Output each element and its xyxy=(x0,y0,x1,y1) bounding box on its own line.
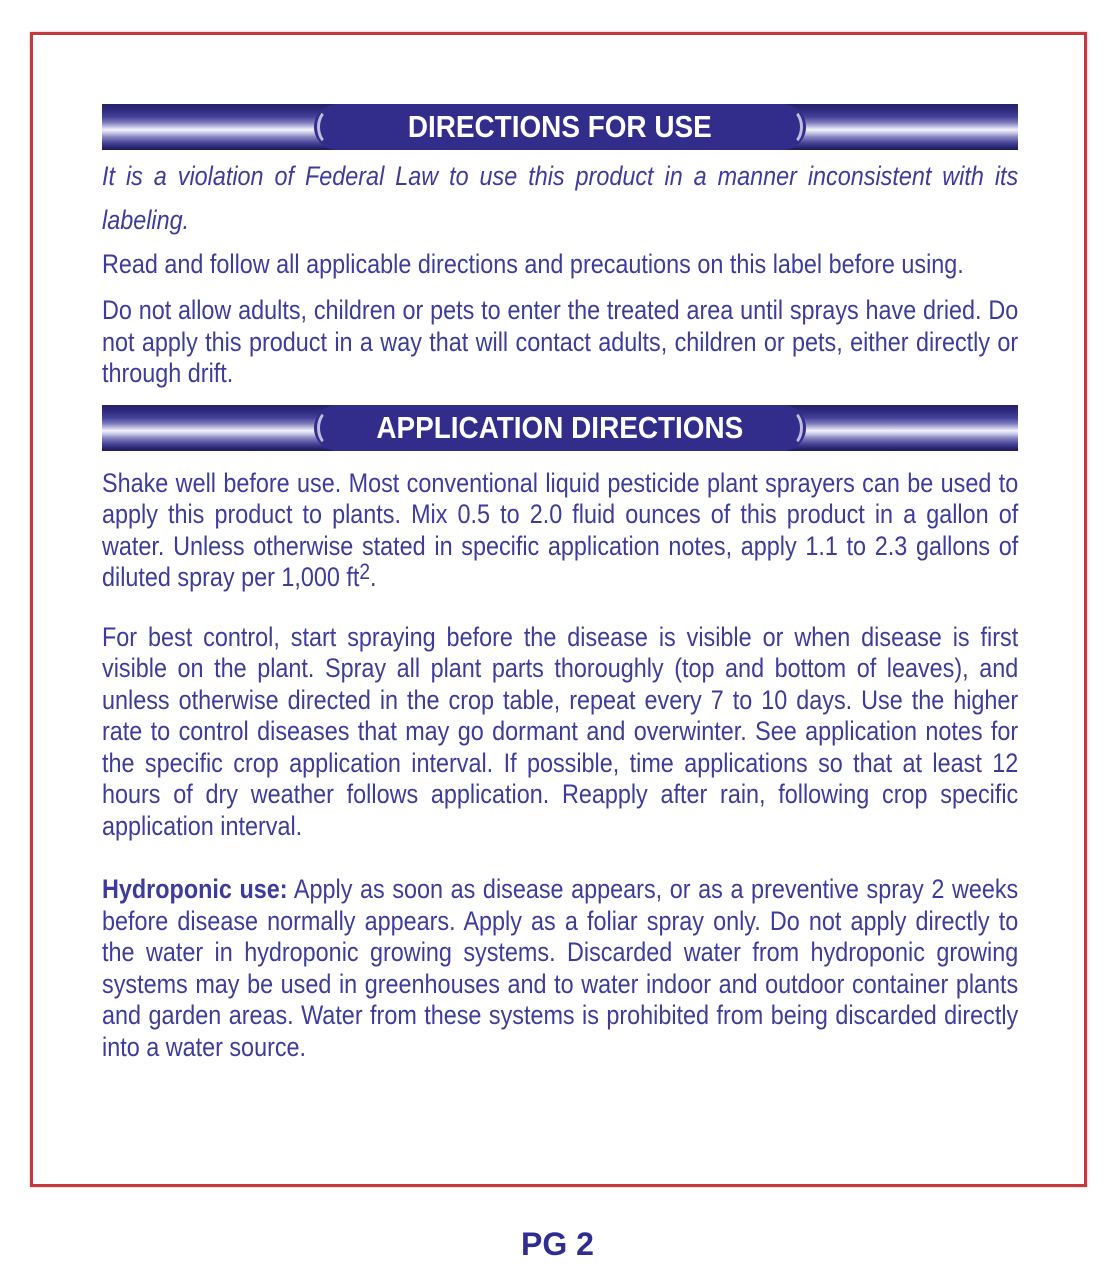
label-content xyxy=(102,104,1018,1063)
application-copy xyxy=(102,468,1018,1064)
hydroponic-use-rest: Apply as soon as disease appears, or as a preventive spray 2 weeks before disease normally appears. Apply as a foliar spray only. Do not apply directly to the water in hydroponic growing systems. Discarded water from hydroponic growing systems may be used in greenhouses and to water indoor and outdoor container plants and garden areas. Water from these systems is prohibited from being discarded directly into a water source. xyxy=(102,874,1019,1062)
shake-well-text: Shake well before use. Most conventional liquid pesticide plant sprayers can be used to apply this product to plants. Mix 0.5 to 2.0 fluid ounces of this product in a gallon of water. Unless otherwise stated in specific application notes, apply 1.1 to 2.3 gallons of diluted spray per 1,000 ft xyxy=(102,467,1019,592)
federal-law-paragraph: It is a violation of Federal Law to use this product in a manner inconsistent with its labeling. xyxy=(102,161,1019,235)
directions-for-use-pill xyxy=(314,104,806,150)
shake-well-paragraph xyxy=(102,468,1018,595)
best-control-paragraph: For best control, start spraying before the disease is visible or when disease is first visible on the plant. Spray all plant parts thoroughly (top and bottom of leaves), and unless otherwise directed in the crop table, repeat every 7 to 10 days. Use the higher rate to control diseases that may go dormant and overwinter. See application notes for the specific crop application interval. If possible, time applications so that at least 12 hours of dry weather follows application. Reapply after rain, following crop specific application interval. xyxy=(102,621,1019,841)
directions-for-use-banner xyxy=(102,104,1018,150)
hydroponic-use-lead: Hydroponic use: xyxy=(102,874,288,904)
application-directions-banner xyxy=(102,405,1018,451)
shake-well-period: . xyxy=(370,562,377,592)
directions-copy xyxy=(102,154,1018,390)
application-directions-pill xyxy=(314,405,806,451)
read-and-follow-paragraph: Read and follow all applicable directions and precautions on this label before using. xyxy=(102,249,964,279)
do-not-allow-paragraph: Do not allow adults, children or pets to enter the treated area until sprays have dried. Do not apply this product in a way that will contact adults, children or pets, either directly or through drift. xyxy=(102,295,1019,388)
directions-for-use-title: DIRECTIONS FOR USE xyxy=(408,109,712,144)
square-feet-superscript: 2 xyxy=(359,558,371,584)
hydroponic-use-paragraph xyxy=(102,874,1018,1063)
page-number: PG 2 xyxy=(521,1226,594,1262)
application-directions-title: APPLICATION DIRECTIONS xyxy=(376,409,744,445)
